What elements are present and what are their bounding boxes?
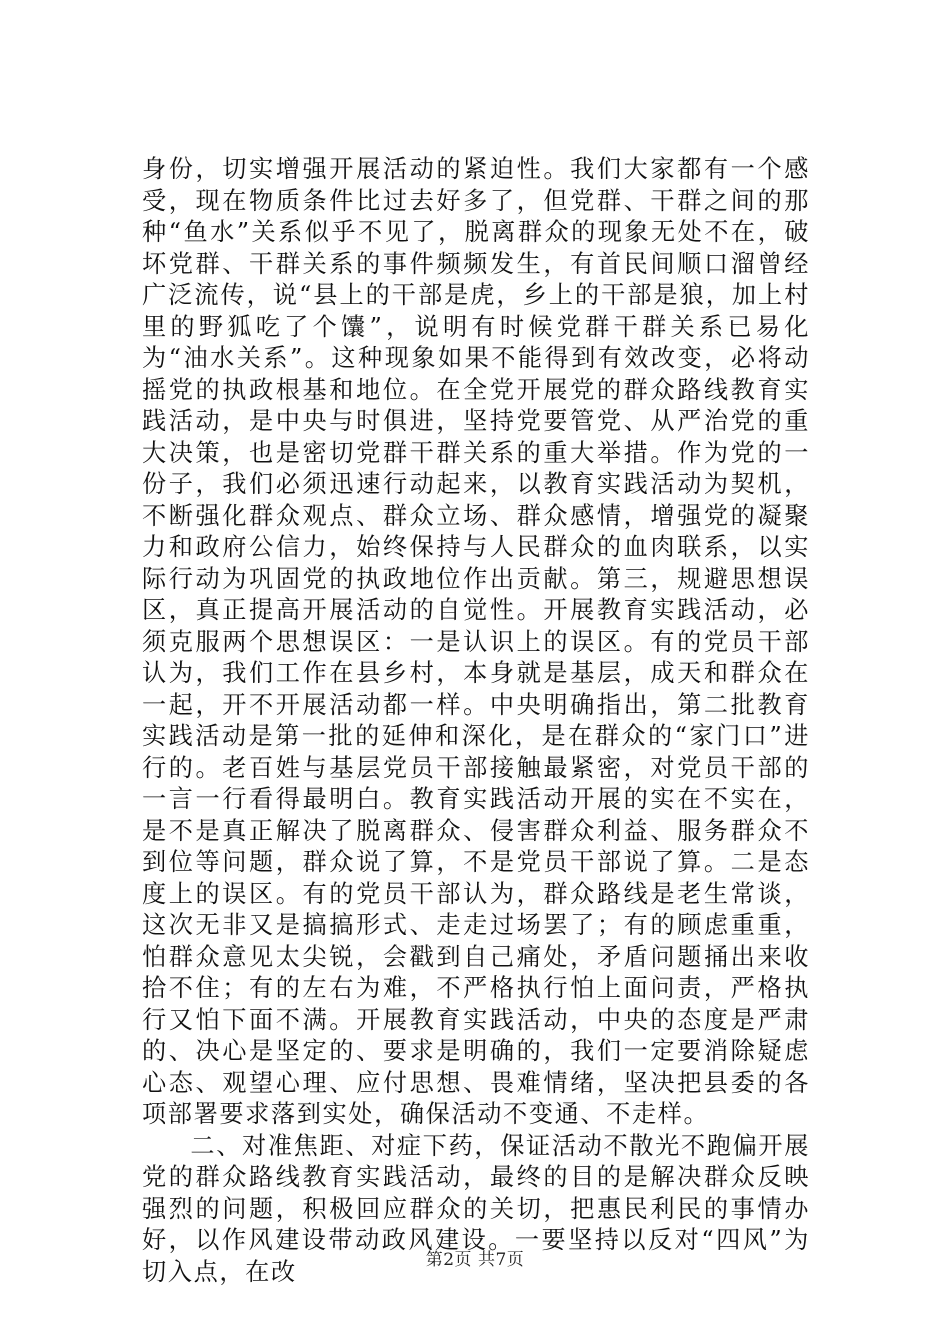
paragraph-1: 身份，切实增强开展活动的紧迫性。我们大家都有一个感受，现在物质条件比过去好多了，但党群、干群之间的那种“鱼水”关系似乎不见了，脱离群众的现象无处不在，破坏党群、干群关系的事件频频发生，有首民间顺口溜曾经广泛流传，说“县上的干部是虎，乡上的干部是狼，加上村里的野狐吃了个馕”，说明有时候党群干群关系已易化为“油水关系”。这种现象如果不能得到有效改变，必将动摇党的执政根基和地位。在全党开展党的群众路线教育实践活动，是中央与时俱进，坚持党要管党、从严治党的重大决策，也是密切党群干群关系的重大举措。作为党的一份子，我们必须迅速行动起来，以教育实践活动为契机，不断强化群众观点、群众立场、群众感情，增强党的凝聚力和政府公信力，始终保持与人民群众的血肉联系，以实际行动为巩固党的执政地位作出贡献。第三，规避思想误区，真正提高开展活动的自觉性。开展教育实践活动，必须克服两个思想误区：一是认识上的误区。有的党员干部认为，我们工作在县乡村，本身就是基层，成天和群众在一起，开不开展活动都一样。中央明确指出，第二批教育实践活动是第一批的延伸和深化，是在群众的“家门口”进行的。老百姓与基层党员干部接触最紧密，对党员干部的一言一行看得最明白。教育实践活动开展的实在不实在，是不是真正解决了脱离群众、侵害群众利益、服务群众不到位等问题，群众说了算，不是党员干部说了算。二是态度上的误区。有的党员干部认为，群众路线是老生常谈，这次无非又是搞搞形式、走走过场罢了；有的顾虑重重，怕群众意见太尖锐，会戳到自己痛处，矛盾问题捅出来收拾不住；有的左右为难，不严格执行怕上面问责，严格执行又怕下面不满。开展教育实践活动，中央的态度是严肃的、决心是坚定的、要求是明确的，我们一定要消除疑虑心态、观望心理、应付思想、畏难情绪，坚决把县委的各项部署要求落到实处，确保活动不变通、不走样。 xyxy=(142,155,810,1128)
document-body xyxy=(142,154,810,1288)
paragraph-2: 二、对准焦距、对症下药，保证活动不散光不跑偏开展党的群众路线教育实践活动，最终的目的是解决群众反映强烈的问题，积极回应群众的关切，把惠民利民的事情办好，以作风建设带动政风建设。一要坚持以反对“四风”为切入点，在改 xyxy=(142,1131,810,1286)
page-footer xyxy=(0,1245,950,1270)
page-number-label: 第2页 共7页 xyxy=(425,1250,525,1270)
